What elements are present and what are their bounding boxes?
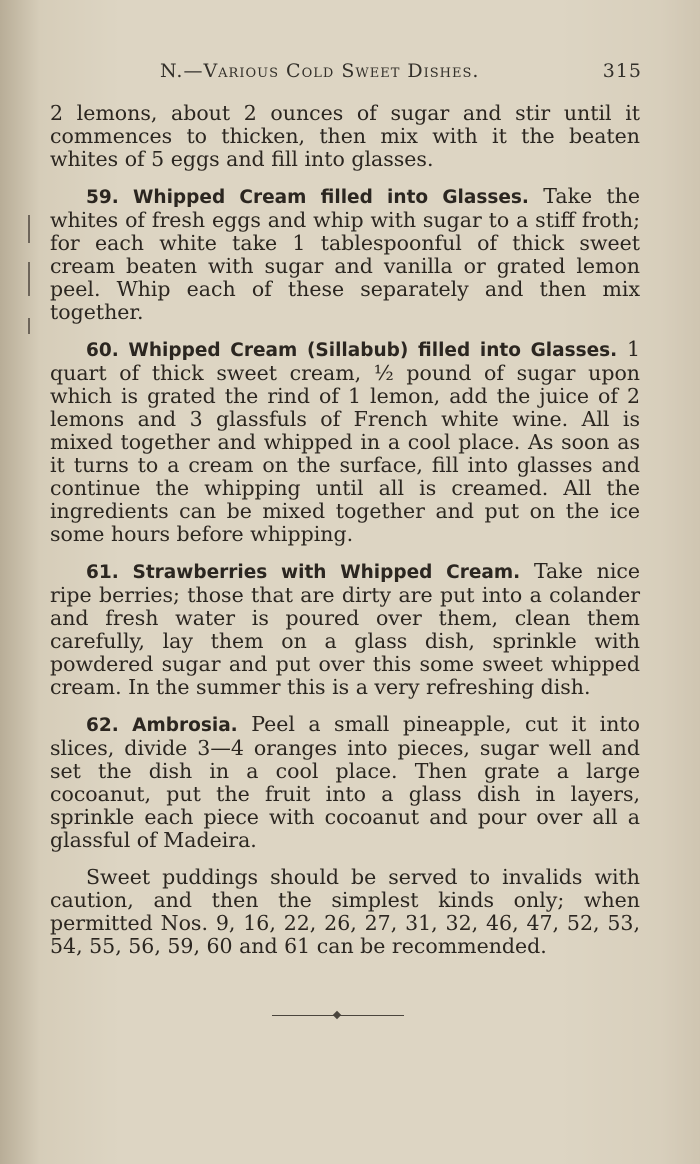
margin-mark: [28, 318, 30, 334]
paragraph-continuation: [50, 102, 640, 171]
recipe-heading: 61. Strawberries with Whipped Cream.: [86, 562, 521, 583]
paragraph-text: Sweet puddings should be served to invalids with caution, and then the simplest kinds only; when permitted Nos. 9, 16, 22, 26, 27, 31, 32, 46, 47, 52, 53, 54, 55, 56, 59, 60 and 61 can be recommended.: [50, 865, 640, 958]
divider-ornament-icon: [333, 1011, 341, 1019]
margin-mark: [28, 262, 30, 296]
recipe-60: [50, 338, 640, 546]
recipe-heading: 62. Ambrosia.: [86, 715, 238, 736]
recipe-text: Take the whites of fresh eggs and whip with sugar to a stiff froth; for each white take 1 tablespoonful of thick sweet cream beaten with sugar and vanilla or grated lemon peel. Whip each of these separately and then mix together.: [50, 184, 640, 324]
recipe-heading: 60. Whipped Cream (Sillabub) filled into Glasses.: [86, 340, 618, 361]
section-title: N.—Various Cold Sweet Dishes.: [160, 60, 480, 82]
recipe-61: [50, 560, 640, 699]
page-number: 315: [602, 60, 642, 82]
closing-note: [50, 866, 640, 958]
recipe-59: [50, 185, 640, 324]
recipe-62: [50, 713, 640, 852]
recipe-text: 1 quart of thick sweet cream, ½ pound of sugar upon which is grated the rind of 1 lemon, add the juice of 2 lemons and 3 glassfuls of French white wine. All is mixed together and whipped in a cool place. As soon as it turns to a cream on the surface, fill into glasses and continue the whipping until all is creamed. All the ingredients can be mixed together and put on the ice some hours before whipping.: [50, 337, 640, 546]
paragraph-text: 2 lemons, about 2 ounces of sugar and stir until it commences to thicken, then mix with it the beaten whites of 5 eggs and fill into glasses.: [50, 101, 640, 171]
running-header: [160, 60, 650, 82]
recipe-heading: 59. Whipped Cream filled into Glasses.: [86, 187, 529, 208]
margin-mark: [28, 215, 30, 243]
page-body: [50, 102, 640, 972]
recipe-text: Take nice ripe berries; those that are dirty are put into a colander and fresh water is poured over them, clean them carefully, lay them on a glass dish, sprinkle with powdered sugar and put over this some sweet whipped cream. In the summer this is a very refreshing dish.: [50, 559, 641, 699]
recipe-text: Peel a small pineapple, cut it into slices, divide 3—4 oranges into pieces, sugar well and set the dish in a cool place. Then grate a large cocoanut, put the fruit into a glass dish in layers, sprinkle each piece with cocoanut and pour over all a glassful of Madeira.: [50, 712, 640, 852]
